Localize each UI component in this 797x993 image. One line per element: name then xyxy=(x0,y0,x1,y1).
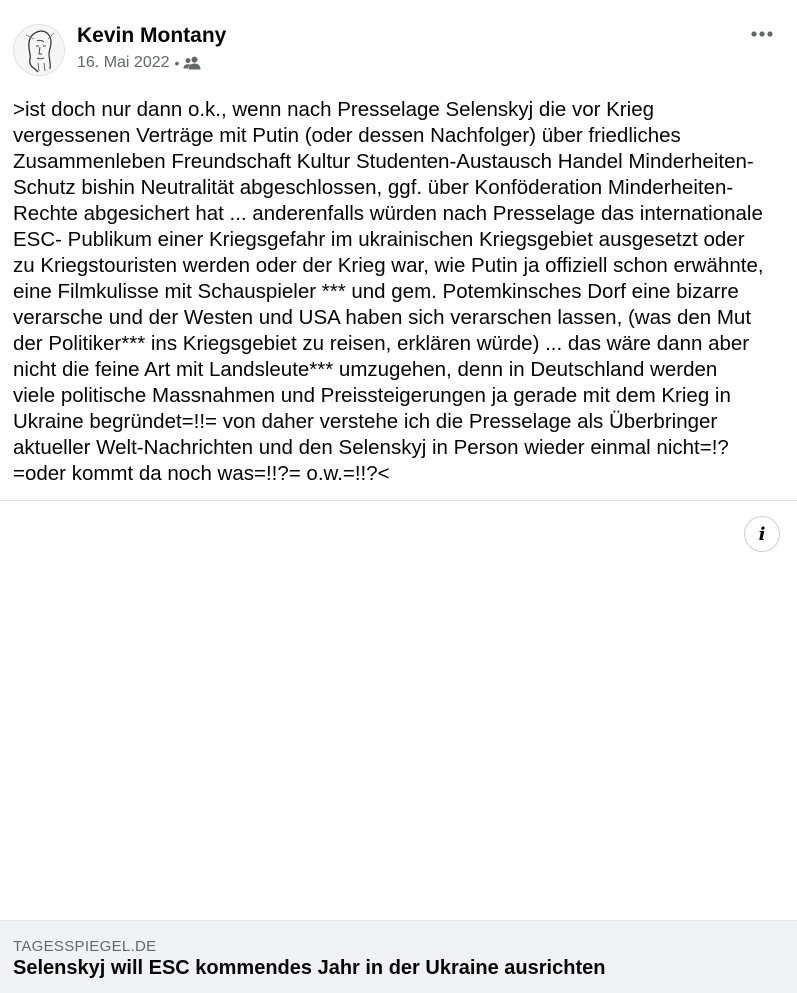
post-date[interactable]: 16. Mai 2022 xyxy=(77,54,170,71)
avatar-sketch-icon xyxy=(14,25,65,76)
link-title[interactable]: Selenskyj will ESC kommendes Jahr in der Ukraine ausrichten xyxy=(13,957,606,979)
post-meta xyxy=(77,53,201,73)
meta-separator: • xyxy=(174,55,180,71)
more-options-icon[interactable] xyxy=(744,22,780,46)
author-name[interactable]: Kevin Montany xyxy=(77,24,227,47)
link-preview-image[interactable] xyxy=(0,501,797,920)
avatar[interactable] xyxy=(13,24,65,76)
friends-icon[interactable] xyxy=(183,56,201,70)
info-icon[interactable]: i xyxy=(744,516,780,552)
link-card[interactable] xyxy=(0,920,797,993)
post-header xyxy=(0,0,797,90)
link-domain: TAGESSPIEGEL.DE xyxy=(13,938,157,955)
post-text: >ist doch nur dann o.k., wenn nach Presselage Selenskyj die vor Krieg vergessenen Verträge mit Putin (oder dessen Nachfolger) über friedliches Zusammenleben Freundschaft Kultur Studenten-Austausch Handel Minderheiten- Schutz bishin Neutralität abgeschlossen, ggf. über Konföderation Minderheiten- Rechte abgesichert hat ... anderenfalls würden nach Presselage das internationale ESC- Publikum einer Kriegsgefahr im ukrainischen Kriegsgebiet ausgesetzt oder zu Kriegstouristen werden oder der Krieg war, wie Putin ja offiziell schon erwähnte, eine Filmkulisse mit Schauspieler *** und gem. Potemkinsches Dorf eine bizarre verarsche und der Westen und USA haben sich verarschen lassen, (was den Mut der Politiker*** ins Kriegsgebiet zu reisen, erklären würde) ... das wäre dann aber nicht die feine Art mit Landsleute*** umzugehen, denn in Deutschland werden viele politische Massnahmen und Preissteigerungen ja gerade mit dem Krieg in Ukraine begründet=!!= von daher verstehe ich die Presselage als Überbringer aktueller Welt-Nachrichten und den Selenskyj in Person wieder einmal nicht=!? =oder kommt da noch was=!!?= o.w.=!!?< xyxy=(13,98,764,485)
